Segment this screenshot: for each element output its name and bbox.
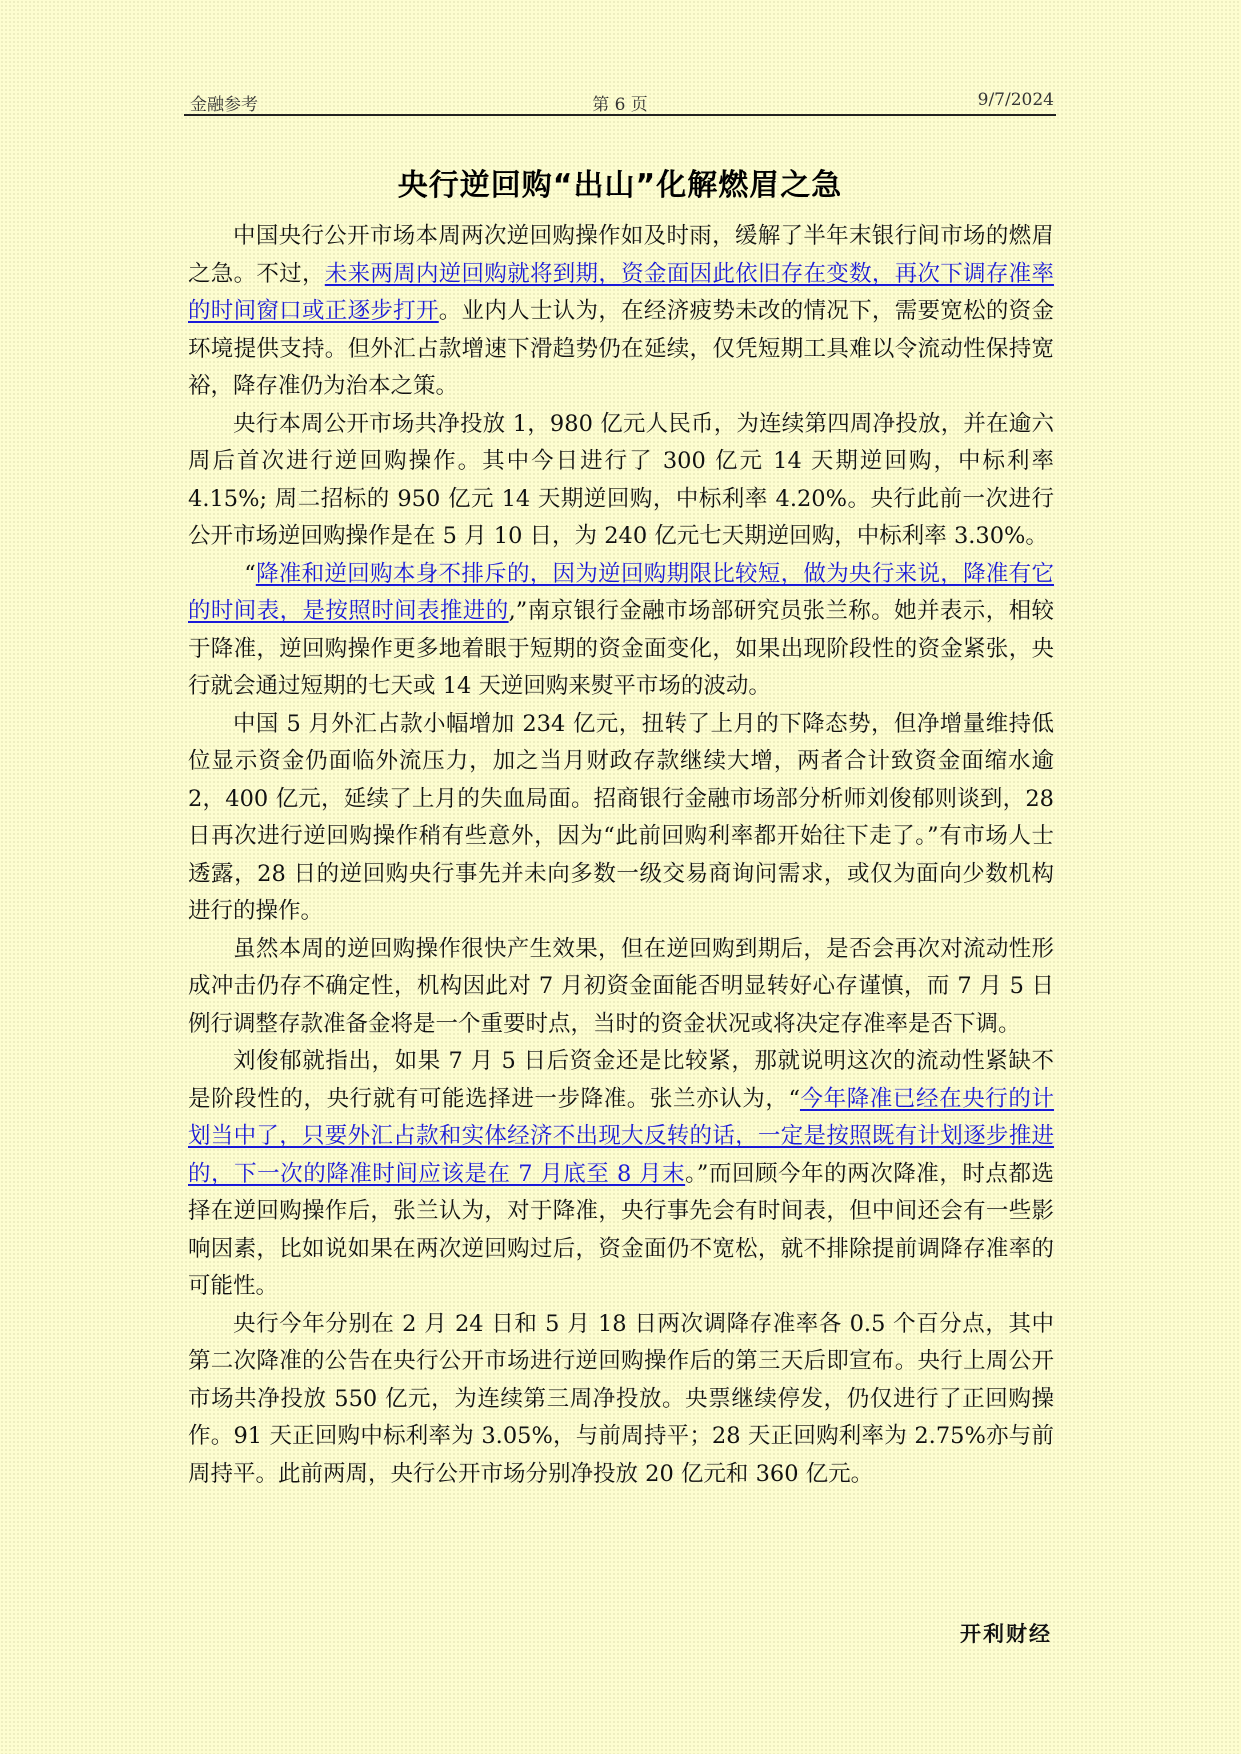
header-date: 9/7/2024 <box>977 90 1054 110</box>
paragraph-1 <box>188 218 1054 406</box>
paragraph-1-text-a: 中国央行公开市场本周两次逆回购操作如及时雨，缓解了半年末银行间市场的燃眉之急。不过， <box>188 223 1054 287</box>
article-body <box>188 218 1054 1493</box>
paragraph-6-text-b: 。”而回顾今年的两次降准，时点都选择在逆回购操作后，张兰认为，对于降准，央行事先会有时间表，但中间还会有一些影响因素，比如说如果在两次逆回购过后，资金面仍不宽松，就不排除提前调降存准率的可能性。 <box>188 1160 1054 1299</box>
article-source: 开利财经 <box>960 1622 1052 1646</box>
paragraph-6-link[interactable]: 今年降准已经在央行的计划当中了，只要外汇占款和实体经济不出现大反转的话，一定是按照既有计划逐步推进的，下一次的降准时间应该是在 7 月底至 8 月末 <box>188 1085 1054 1187</box>
paragraph-3-quote-open: “ <box>244 560 256 587</box>
paragraph-1-text-b: 。业内人士认为，在经济疲势未改的情况下，需要宽松的资金环境提供支持。但外汇占款增速下滑趋势仍在延续，仅凭短期工具难以令流动性保持宽裕，降存准仍为治本之策。 <box>188 298 1054 399</box>
paragraph-4: 中国 5 月外汇占款小幅增加 234 亿元，扭转了上月的下降态势，但净增量维持低位显示资金仍面临外流压力，加之当月财政存款继续大增，两者合计致资金面缩水逾 2，400 亿元，延续了上月的失血局面。招商银行金融市场部分析师刘俊郁则谈到，28 日再次进行逆回购操作稍有些意外，因为“此前回购利率都开始往下走了。”有市场人士透露，28 日的逆回购央行事先并未向多数一级交易商询问需求，或仅为面向少数机构进行的操作。 <box>188 710 1054 924</box>
paragraph-3 <box>188 556 1054 706</box>
paragraph-2: 央行本周公开市场共净投放 1，980 亿元人民币，为连续第四周净投放，并在逾六周后首次进行逆回购操作。其中今日进行了 300 亿元 14 天期逆回购，中标利率 4.15%; 周二招标的 950 亿元 14 天期逆回购，中标利率 4.20%。央行此前一次进行公开市场逆回购操作是在 5 月 10 日，为 240 亿元七天期逆回购，中标利率 3.30%。 <box>188 410 1054 549</box>
paragraph-3-link[interactable]: 降准和逆回购本身不排斥的，因为逆回购期限比较短，做为央行来说，降准有它的时间表，是按照时间表推进的 <box>188 560 1054 624</box>
paragraph-1-link[interactable]: 未来两周内逆回购就将到期，资金面因此依旧存在变数，再次下调存准率的时间窗口或正逐步打开 <box>188 260 1054 324</box>
paragraph-7: 央行今年分别在 2 月 24 日和 5 月 18 日两次调降存准率各 0.5 个百分点，其中第二次降准的公告在央行公开市场进行逆回购操作后的第三天后即宣布。央行上周公开市场共净投放 550 亿元，为连续第三周净投放。央票继续停发，仍仅进行了正回购操作。91 天正回购中标利率为 3.05%，与前周持平；28 天正回购利率为 2.75%亦与前周持平。此前两周，央行公开市场分别净投放 20 亿元和 360 亿元。 <box>188 1310 1054 1487</box>
page-number: 第 6 页 <box>592 95 648 115</box>
paragraph-5: 虽然本周的逆回购操作很快产生效果，但在逆回购到期后，是否会再次对流动性形成冲击仍存不确定性，机构因此对 7 月初资金面能否明显转好心存谨慎，而 7 月 5 日例行调整存款准备金将是一个重要时点，当时的资金状况或将决定存准率是否下调。 <box>188 935 1054 1037</box>
page-number-wrap <box>184 90 1056 115</box>
paragraph-6-text-a: 刘俊郁就指出，如果 7 月 5 日后资金还是比较紧，那就说明这次的流动性紧缺不是阶段性的，央行就有可能选择进一步降准。张兰亦认为，“ <box>188 1048 1054 1112</box>
paragraph-6 <box>188 1043 1054 1306</box>
paragraph-3-text-b: ,”南京银行金融市场部研究员张兰称。她并表示，相较于降准，逆回购操作更多地着眼于短期的资金面变化，如果出现阶段性的资金紧张，央行就会通过短期的七天或 14 天逆回购来熨平市场的波动。 <box>188 598 1054 699</box>
publication-name: 金融参考 <box>190 95 258 115</box>
article-title: 央行逆回购“出山”化解燃眉之急 <box>397 168 843 203</box>
page-header <box>184 88 1056 116</box>
